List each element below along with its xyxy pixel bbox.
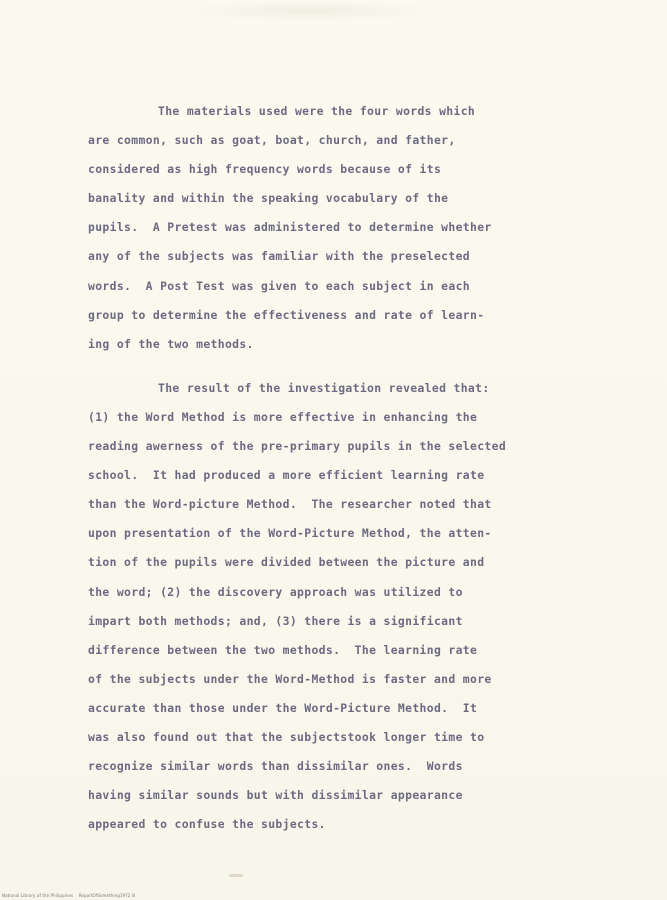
text-line: upon presentation of the Word-Picture Method, the atten- <box>88 526 492 541</box>
text-line: reading awerness of the pre-primary pupils in the selected <box>88 439 507 454</box>
ink-smudge <box>229 874 243 877</box>
text-line: any of the subjects was familiar with the preselected <box>88 249 471 264</box>
document-body <box>88 97 608 839</box>
text-line: ing of the two methods. <box>88 336 254 351</box>
text-line: The result of the investigation revealed that: <box>158 380 490 395</box>
text-line: the word; (2) the discovery approach was utilized to <box>88 584 463 599</box>
text-line: The materials used were the four words which <box>158 104 476 118</box>
text-line: (1) the Word Method is more effective in enhancing the <box>88 409 478 424</box>
text-line: school. It had produced a more efficient learning rate <box>88 468 485 483</box>
text-line: words. A Post Test was given to each subject in each <box>88 278 471 293</box>
paragraph-gap <box>88 359 608 374</box>
text-line: considered as high frequency words because of its <box>88 162 442 177</box>
text-line: having similar sounds but with dissimilar appearance <box>88 788 463 803</box>
text-line: was also found out that the subjectstook longer time to <box>88 729 485 744</box>
scan-footer: National Library of the Philippines ReportOfSomething1972 lil <box>2 893 136 898</box>
text-line: banality and within the speaking vocabulary of the <box>88 191 449 206</box>
text-line: than the Word-picture Method. The researcher noted that <box>88 497 492 512</box>
text-line: impart both methods; and, (3) there is a significant <box>88 613 463 628</box>
text-line: pupils. A Pretest was administered to determine whether <box>88 220 492 235</box>
text-line: are common, such as goat, boat, church, and father, <box>88 133 456 148</box>
text-line: recognize similar words than dissimilar ones. Words <box>88 759 463 774</box>
text-line: difference between the two methods. The learning rate <box>88 642 478 657</box>
text-line: tion of the pupils were divided between the picture and <box>88 555 485 570</box>
text-line: appeared to confuse the subjects. <box>88 817 326 832</box>
text-line: of the subjects under the Word-Method is faster and more <box>88 671 492 686</box>
paper-fold-shadow <box>180 0 440 22</box>
text-line: group to determine the effectiveness and rate of learn- <box>88 307 485 322</box>
text-line: accurate than those under the Word-Picture Method. It <box>88 700 478 715</box>
